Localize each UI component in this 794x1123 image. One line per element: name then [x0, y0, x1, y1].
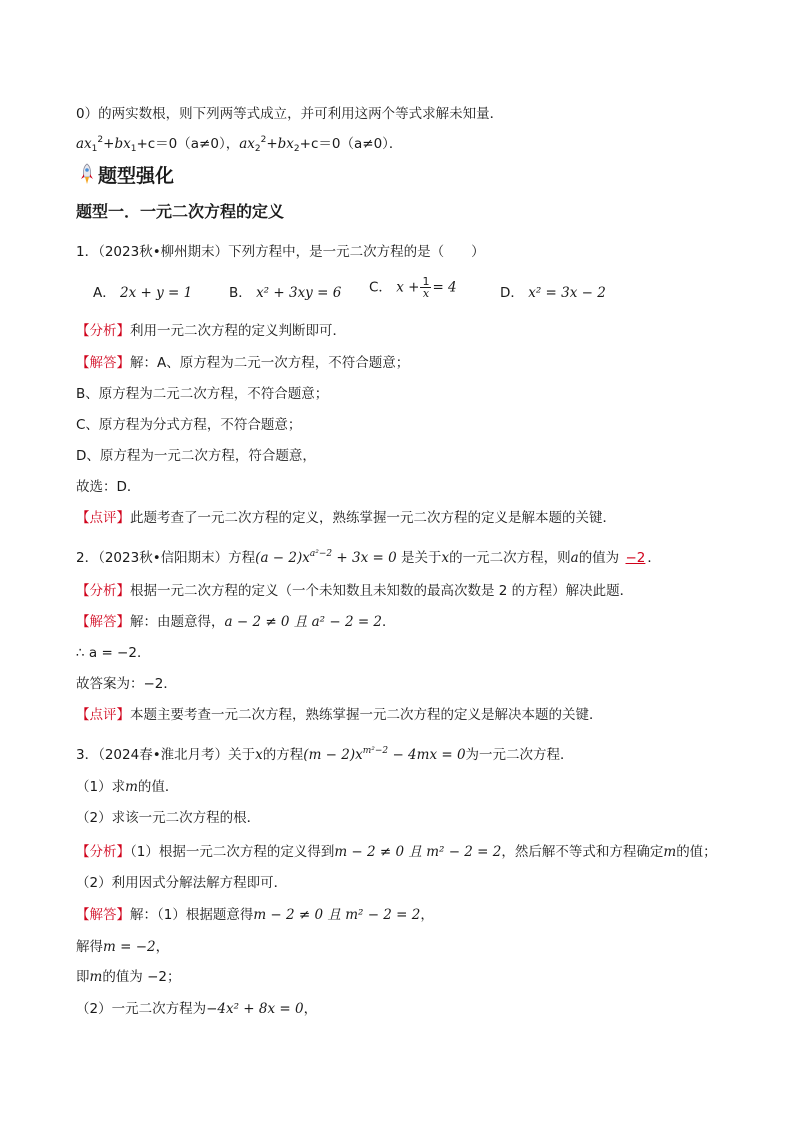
- q2-stem-exp: a²−2: [309, 549, 333, 559]
- option-c-fraction: [420, 276, 431, 299]
- q1-option-a: [93, 283, 192, 303]
- fraction-denominator: x: [422, 287, 430, 300]
- q3-part2-solution: [76, 999, 317, 1019]
- q2-therefore: ∴ a = −2．: [76, 645, 151, 661]
- eq1-c: +c＝0（a≠0），: [136, 136, 240, 152]
- q3-part2: （2）求该一元二次方程的根．: [76, 810, 261, 826]
- part2-sol-expr: −4x² + 8x = 0: [206, 1001, 304, 1017]
- option-b-expr: x² + 3xy = 6: [256, 285, 342, 301]
- q3-stem-mid: 的方程: [262, 747, 304, 763]
- eq2-bsub: 2: [293, 144, 300, 154]
- q2-stem: [76, 544, 661, 568]
- analysis-tag: 【分析】: [76, 844, 130, 860]
- comment-tag: 【点评】: [76, 707, 130, 723]
- eq2-sup: 2: [260, 135, 267, 145]
- q3-stem-exp: m²−2: [362, 746, 389, 756]
- q3-stem-var: x: [255, 747, 263, 763]
- analysis-text: 利用一元二次方程的定义判断即可．: [130, 323, 346, 339]
- q2-stem-post: 的一元二次方程，则: [449, 550, 571, 566]
- q3-part1-var: m: [125, 779, 138, 795]
- q1-choose: 故选：D．: [76, 479, 141, 495]
- q3-stem-expr2: − 4mx = 0: [388, 747, 466, 763]
- value-pre: 即: [76, 969, 90, 985]
- solve-end: ，: [155, 939, 170, 955]
- solution-pre: 解：（1）根据题意得: [130, 907, 254, 923]
- q2-stem-expr2: + 3x = 0: [332, 550, 397, 566]
- eq1-bsub: 1: [130, 144, 137, 154]
- analysis-pre: （1）根据一元二次方程的定义得到: [130, 844, 335, 860]
- option-d-expr: x² = 3x − 2: [528, 285, 606, 301]
- solution-tag: 【解答】: [76, 614, 130, 630]
- value-end: 的值为 −2；: [102, 969, 181, 985]
- comment-tag: 【点评】: [76, 510, 130, 526]
- q3-analysis: [76, 842, 717, 862]
- eq2-c: +c＝0（a≠0）．: [299, 136, 403, 152]
- solve-pre: 解得: [76, 939, 103, 955]
- analysis-tag: 【分析】: [76, 323, 130, 339]
- fraction-numerator: 1: [422, 275, 430, 288]
- q3-analysis2: （2）利用因式分解法解方程即可．: [76, 875, 288, 891]
- q1-solution: [76, 353, 409, 373]
- part2-sol-end: ，: [303, 1001, 318, 1017]
- value-var: m: [89, 969, 103, 985]
- solution-text: 解：A、原方程为二元一次方程，不符合题意；: [130, 355, 410, 371]
- q2-solution: [76, 612, 396, 632]
- solution-pre: 解：由题意得，: [130, 614, 225, 630]
- option-a-expr: 2x + y = 1: [120, 285, 193, 301]
- q2-stem-end: 的值为: [578, 550, 620, 566]
- q1-option-c: [369, 276, 457, 299]
- q1-line-c: C、原方程为分式方程，不符合题意；: [76, 417, 302, 433]
- solution-end: ，: [420, 907, 434, 923]
- solution-tag: 【解答】: [76, 907, 130, 923]
- q3-stem: [76, 741, 574, 765]
- q3-part1: [76, 777, 178, 797]
- option-c-post: = 4: [432, 279, 457, 296]
- type-title: 题型一．一元二次方程的定义: [76, 202, 285, 221]
- analysis-var: m: [663, 844, 677, 860]
- q2-stem-a: a: [570, 550, 579, 566]
- q3-part1-text: （1）求: [76, 779, 126, 795]
- q2-stem-pre: 2．（2023秋•信阳期末）方程: [76, 550, 256, 566]
- section-title-text: 题型强化: [98, 165, 175, 187]
- solve-expr: m = −2: [103, 939, 156, 955]
- q1-comment: [76, 508, 616, 528]
- intro-line: 0）的两实数根，则下列两等式成立，并可利用这两个等式求解未知量．: [76, 106, 504, 122]
- eq1-sub: 1: [91, 144, 98, 154]
- q3-stem-expr: (m − 2)x: [303, 747, 363, 763]
- q2-stem-dot: ．: [647, 550, 661, 566]
- option-c-label: C．: [369, 279, 392, 296]
- q3-value: [76, 967, 181, 987]
- q3-stem-post: 为一元二次方程．: [465, 747, 574, 763]
- solution-expr: a − 2 ≠ 0 且 a² − 2 = 2: [224, 614, 383, 630]
- part2-sol-pre: （2）一元二次方程为: [76, 1001, 207, 1017]
- option-d-label: D．: [500, 285, 524, 301]
- analysis-expr: m − 2 ≠ 0 且 m² − 2 = 2: [334, 844, 502, 860]
- analysis-post: ，然后解不等式和方程确定: [501, 844, 664, 860]
- q1-option-d: [500, 283, 606, 303]
- solution-dot: ．: [382, 614, 396, 630]
- analysis-tag: 【分析】: [76, 583, 130, 599]
- section-title: [78, 163, 174, 188]
- eq1-a: ax: [76, 136, 92, 152]
- comment-text: 本题主要考查一元二次方程，熟练掌握一元二次方程的定义是解决本题的关键．: [130, 707, 603, 723]
- option-c-pre: x +: [396, 279, 420, 296]
- q2-stem-expr: (a − 2)x: [255, 550, 310, 566]
- rocket-icon: [78, 163, 96, 185]
- q3-solution: [76, 905, 434, 925]
- eq1-b: +bx: [103, 136, 131, 152]
- q1-analysis: [76, 321, 346, 341]
- q1-line-d: D、原方程为一元二次方程，符合题意，: [76, 448, 316, 464]
- eq2-a: ax: [239, 136, 255, 152]
- solution-expr: m − 2 ≠ 0 且 m² − 2 = 2: [253, 907, 421, 923]
- option-a-label: A．: [93, 285, 116, 301]
- q3-stem-pre: 3．（2024春•淮北月考）关于: [76, 747, 256, 763]
- eq2-sub: 2: [254, 144, 261, 154]
- q2-stem-var: x: [441, 550, 450, 566]
- q3-solve: [76, 937, 169, 957]
- analysis-text: 根据一元二次方程的定义（一个未知数且未知数的最高次数是 2 的方程）解决此题．: [130, 583, 634, 599]
- option-b-label: B．: [229, 285, 252, 301]
- q2-stem-mid: 是关于: [401, 550, 442, 566]
- q2-final: 故答案为：−2．: [76, 676, 177, 692]
- eq1-sup: 2: [97, 135, 104, 145]
- q1-option-b: [229, 283, 341, 303]
- q2-analysis: [76, 581, 633, 601]
- q3-part1-end: 的值．: [137, 779, 179, 795]
- q2-answer: −2: [625, 550, 646, 566]
- intro-equations: [76, 130, 402, 159]
- analysis-end: 的值；: [676, 844, 717, 860]
- solution-tag: 【解答】: [76, 355, 130, 371]
- q1-line-b: B、原方程为二元二次方程，不符合题意；: [76, 386, 329, 402]
- q1-stem: 1．（2023秋•柳州期末）下列方程中，是一元二次方程的是（ ）: [76, 244, 485, 260]
- comment-text: 此题考查了一元二次方程的定义，熟练掌握一元二次方程的定义是解本题的关键．: [130, 510, 616, 526]
- q2-comment: [76, 705, 603, 725]
- eq2-b: +bx: [266, 136, 294, 152]
